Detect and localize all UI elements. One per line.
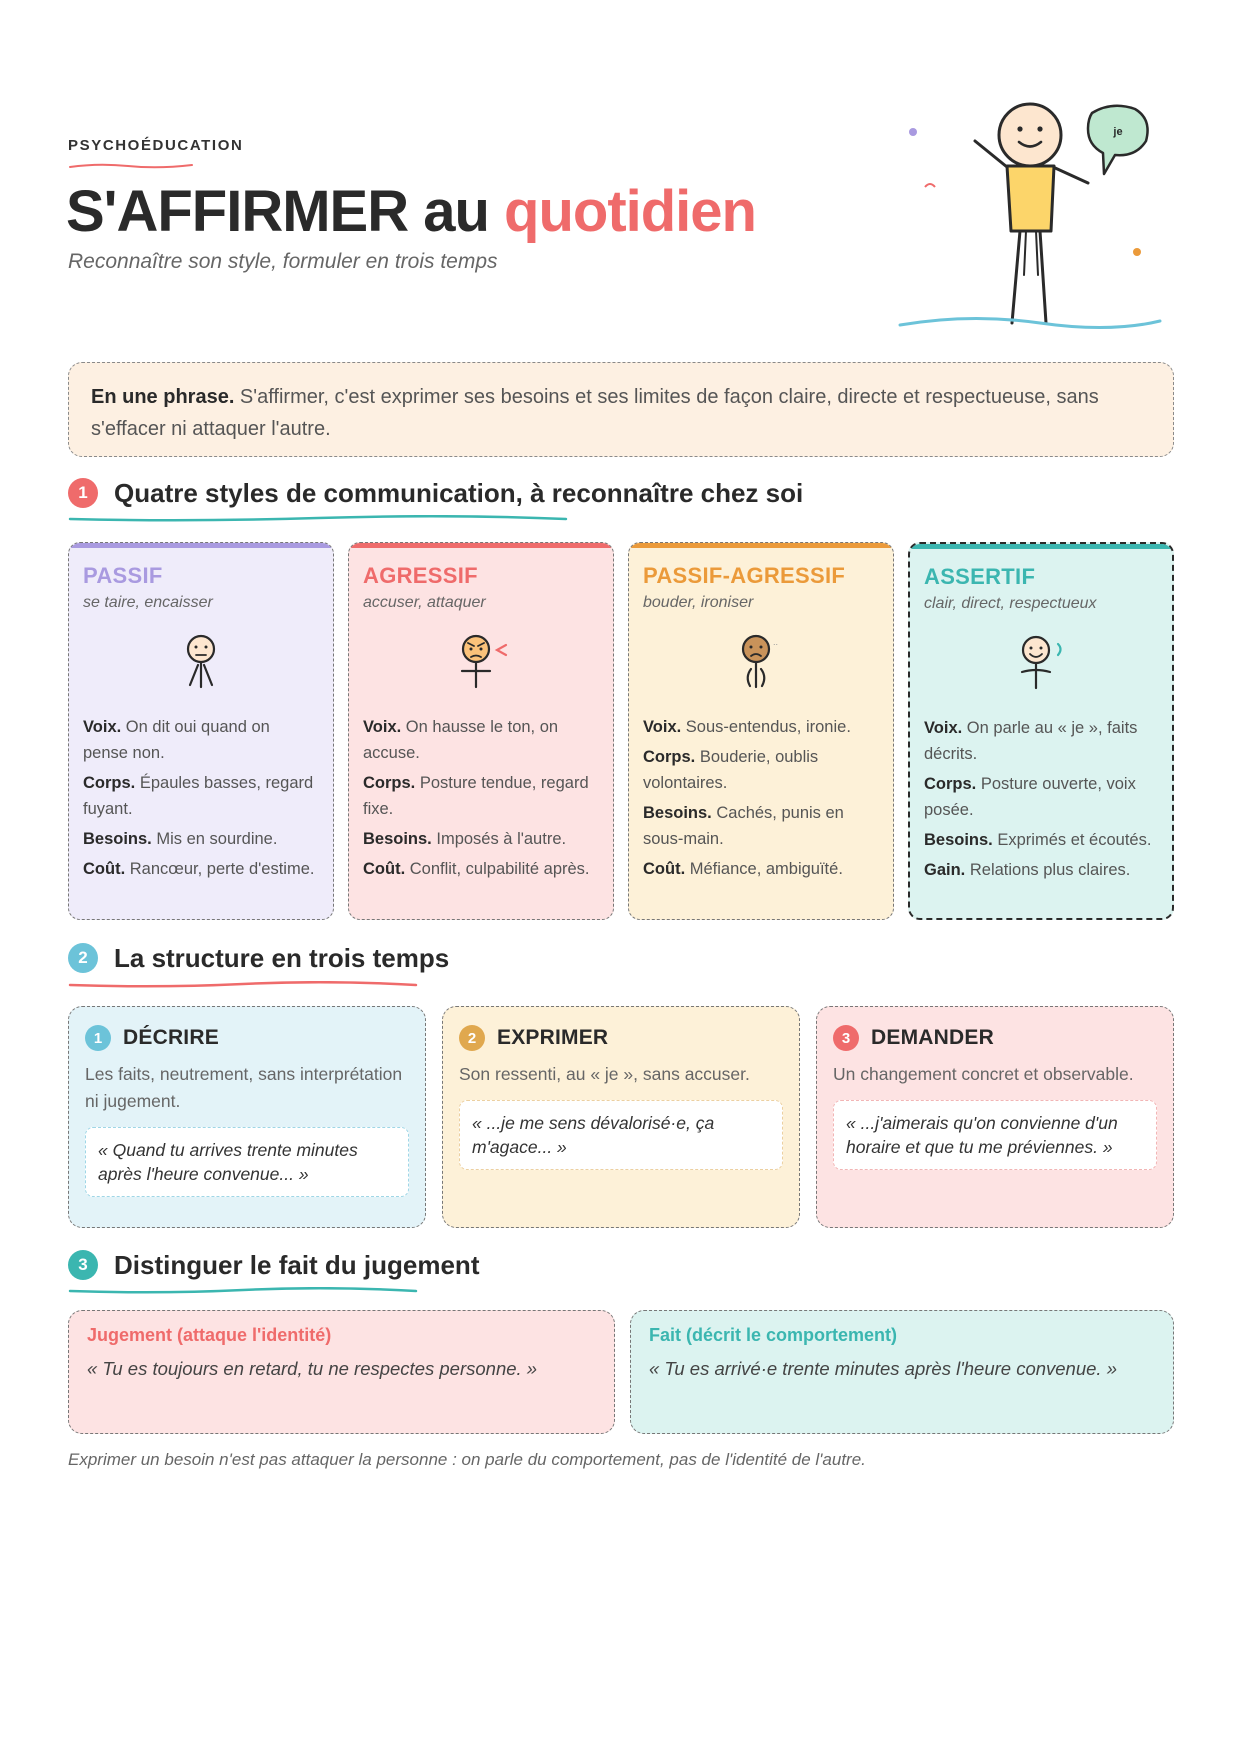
eyebrow-label: PSYCHOÉDUCATION xyxy=(68,137,244,154)
stick-figure-illustration xyxy=(890,95,1170,335)
style-tagline: bouder, ironiser xyxy=(643,594,754,611)
judgement-heading: Jugement (attaque l'identité) xyxy=(87,1325,332,1345)
style-name: PASSIF xyxy=(83,563,163,588)
step-title: DEMANDER xyxy=(871,1026,994,1049)
summary-box xyxy=(68,362,1174,457)
passive-face-icon xyxy=(171,629,231,699)
style-line: Gain. Relations plus claires. xyxy=(924,861,1131,879)
card-topbar xyxy=(69,543,333,548)
style-line: Voix. Sous-entendus, ironie. xyxy=(643,718,851,736)
title-accent: quotidien xyxy=(504,179,756,244)
summary-text: S'affirmer, c'est exprimer ses besoins et ses limites de façon claire, directe et respectueuse, sans s'effacer ni attaquer l'autre. xyxy=(91,386,1099,440)
step-number-badge: 2 xyxy=(459,1025,485,1051)
step-card-decrire xyxy=(68,1006,426,1228)
section-2-underline xyxy=(68,981,418,989)
card-topbar xyxy=(629,543,893,548)
style-line: Voix. On hausse le ton, on accuse. xyxy=(363,718,559,762)
step-description: Son ressenti, au « je », sans accuser. xyxy=(459,1064,750,1084)
arc-decoration xyxy=(925,184,935,187)
fact-heading: Fait (décrit le comportement) xyxy=(649,1325,898,1345)
section-title: Quatre styles de communication, à reconnaître chez soi xyxy=(114,477,804,508)
ground-line xyxy=(900,318,1160,327)
section-number-badge: 1 xyxy=(68,478,98,508)
card-topbar xyxy=(910,544,1172,549)
style-name: PASSIF-AGRESSIF xyxy=(643,563,846,588)
style-line: Voix. On parle au « je », faits décrits. xyxy=(924,719,1138,763)
step-example-quote: « ...je me sens dévalorisé·e, ça m'agace... » xyxy=(459,1100,783,1170)
section-2-heading xyxy=(68,938,449,978)
style-tagline: clair, direct, respectueux xyxy=(924,595,1097,612)
footer-note: Exprimer un besoin n'est pas attaquer la personne : on parle du comportement, pas de l'identité de l'autre. xyxy=(68,1450,866,1469)
step-number-badge: 3 xyxy=(833,1025,859,1051)
style-line: Besoins. Mis en sourdine. xyxy=(83,830,278,848)
style-line: Besoins. Cachés, punis en sous-main. xyxy=(643,804,844,848)
step-card-exprimer xyxy=(442,1006,800,1228)
step-title: EXPRIMER xyxy=(497,1026,609,1049)
step-description: Les faits, neutrement, sans interprétation ni jugement. xyxy=(85,1064,403,1111)
style-line: Corps. Bouderie, oublis volontaires. xyxy=(643,748,819,792)
page-title xyxy=(66,178,756,245)
speech-bubble-text: je xyxy=(1113,126,1123,138)
section-title: Distinguer le fait du jugement xyxy=(114,1249,480,1280)
style-line: Besoins. Exprimés et écoutés. xyxy=(924,831,1152,849)
head-icon xyxy=(999,104,1061,166)
section-number-badge: 3 xyxy=(68,1250,98,1280)
section-title: La structure en trois temps xyxy=(114,942,450,973)
page-subtitle: Reconnaître son style, formuler en trois temps xyxy=(68,250,498,273)
style-card-passif xyxy=(68,542,334,920)
dot-decoration xyxy=(909,128,917,136)
fact-quote: « Tu es arrivé·e trente minutes après l'heure convenue. » xyxy=(649,1358,1117,1379)
section-3-heading xyxy=(68,1245,479,1285)
style-line: Voix. On dit oui quand on pense non. xyxy=(83,718,270,762)
assertive-face-icon xyxy=(1006,630,1076,700)
section-1-underline xyxy=(68,515,568,523)
style-name: ASSERTIF xyxy=(924,564,1036,589)
section-number-badge: 2 xyxy=(68,943,98,973)
shirt-icon xyxy=(1007,166,1054,231)
dot-decoration xyxy=(1133,248,1141,256)
step-example-quote: « Quand tu arrives trente minutes après l'heure convenue... » xyxy=(85,1127,409,1197)
style-line: Coût. Rancœur, perte d'estime. xyxy=(83,860,315,878)
step-number-badge: 1 xyxy=(85,1025,111,1051)
card-topbar xyxy=(349,543,613,548)
step-card-demander xyxy=(816,1006,1174,1228)
style-line: Corps. Épaules basses, regard fuyant. xyxy=(83,774,314,818)
style-line: Besoins. Imposés à l'autre. xyxy=(363,830,567,848)
fact-box xyxy=(630,1310,1174,1434)
step-example-quote: « ...j'aimerais qu'on convienne d'un horaire et que tu me préviennes. » xyxy=(833,1100,1157,1170)
style-line: Coût. Méfiance, ambiguïté. xyxy=(643,860,843,878)
svg-text:..: .. xyxy=(773,637,779,647)
summary-lead: En une phrase. xyxy=(91,386,235,408)
style-line: Corps. Posture tendue, regard fixe. xyxy=(363,774,589,818)
style-tagline: accuser, attaquer xyxy=(363,594,486,611)
judgement-quote: « Tu es toujours en retard, tu ne respectes personne. » xyxy=(87,1358,538,1379)
style-card-agressif xyxy=(348,542,614,920)
style-card-assertif xyxy=(908,542,1174,920)
step-title: DÉCRIRE xyxy=(123,1026,219,1049)
aggressive-face-icon xyxy=(446,629,516,699)
section-3-underline xyxy=(68,1287,418,1295)
title-main: S'AFFIRMER au xyxy=(66,179,505,244)
speech-bubble-icon xyxy=(1088,106,1148,174)
style-card-passif-agressif xyxy=(628,542,894,920)
step-description: Un changement concret et observable. xyxy=(833,1064,1134,1084)
style-line: Corps. Posture ouverte, voix posée. xyxy=(924,775,1136,819)
style-name: AGRESSIF xyxy=(363,563,478,588)
eyebrow-underline xyxy=(68,162,194,170)
style-line: Coût. Conflit, culpabilité après. xyxy=(363,860,590,878)
passive-aggressive-face-icon xyxy=(726,629,796,699)
section-1-heading xyxy=(68,473,803,513)
judgement-box xyxy=(68,1310,615,1434)
style-tagline: se taire, encaisser xyxy=(83,594,213,611)
